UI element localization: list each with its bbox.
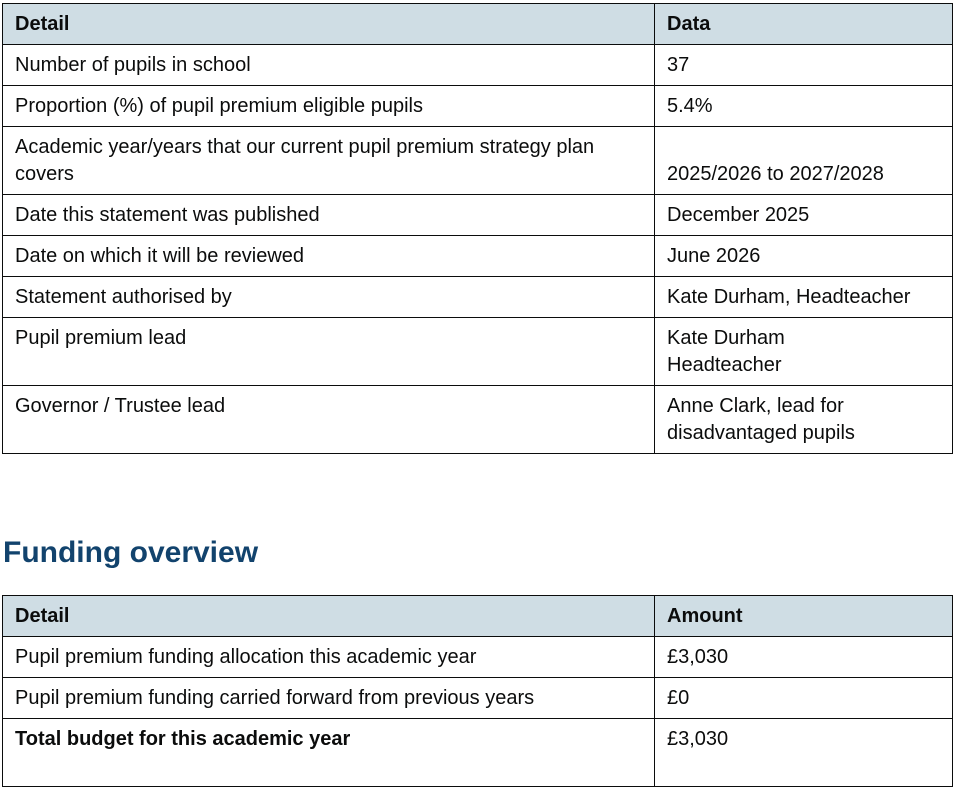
table-row [3, 386, 953, 454]
data-cell: 5.4% [655, 86, 953, 127]
data-cell: June 2026 [655, 236, 953, 277]
table-row [3, 236, 953, 277]
detail-cell: Pupil premium lead [3, 318, 655, 386]
column-header-detail: Detail [3, 4, 655, 45]
table-row [3, 86, 953, 127]
data-cell [655, 318, 953, 386]
data-line: Headteacher [667, 354, 782, 376]
table-row [3, 277, 953, 318]
total-amount-cell: £3,030 [655, 719, 953, 787]
amount-cell: £0 [655, 678, 953, 719]
column-header-detail: Detail [3, 596, 655, 637]
data-cell: 2025/2026 to 2027/2028 [655, 127, 953, 195]
detail-cell: Date this statement was published [3, 195, 655, 236]
table-row [3, 678, 953, 719]
section-heading: Funding overview [3, 536, 259, 569]
amount-cell: £3,030 [655, 637, 953, 678]
detail-cell: Number of pupils in school [3, 45, 655, 86]
table-row [3, 195, 953, 236]
detail-cell: Governor / Trustee lead [3, 386, 655, 454]
data-cell: Anne Clark, lead for disadvantaged pupils [655, 386, 953, 454]
data-line: Kate Durham [667, 327, 785, 349]
data-cell: December 2025 [655, 195, 953, 236]
detail-cell: Date on which it will be reviewed [3, 236, 655, 277]
column-header-data: Data [655, 4, 953, 45]
data-cell: 37 [655, 45, 953, 86]
funding-overview-table [2, 595, 953, 787]
data-cell: Kate Durham, Headteacher [655, 277, 953, 318]
detail-cell: Statement authorised by [3, 277, 655, 318]
detail-cell: Proportion (%) of pupil premium eligible pupils [3, 86, 655, 127]
table-row [3, 318, 953, 386]
detail-cell: Pupil premium funding allocation this academic year [3, 637, 655, 678]
detail-cell: Academic year/years that our current pupil premium strategy plan covers [3, 127, 655, 195]
table-row-total [3, 719, 953, 787]
table-header-row [3, 4, 953, 45]
column-header-amount: Amount [655, 596, 953, 637]
total-label-cell: Total budget for this academic year [3, 719, 655, 787]
table-row [3, 45, 953, 86]
detail-cell: Pupil premium funding carried forward from previous years [3, 678, 655, 719]
table-row [3, 127, 953, 195]
school-overview-table [2, 3, 953, 454]
table-header-row [3, 596, 953, 637]
table-row [3, 637, 953, 678]
